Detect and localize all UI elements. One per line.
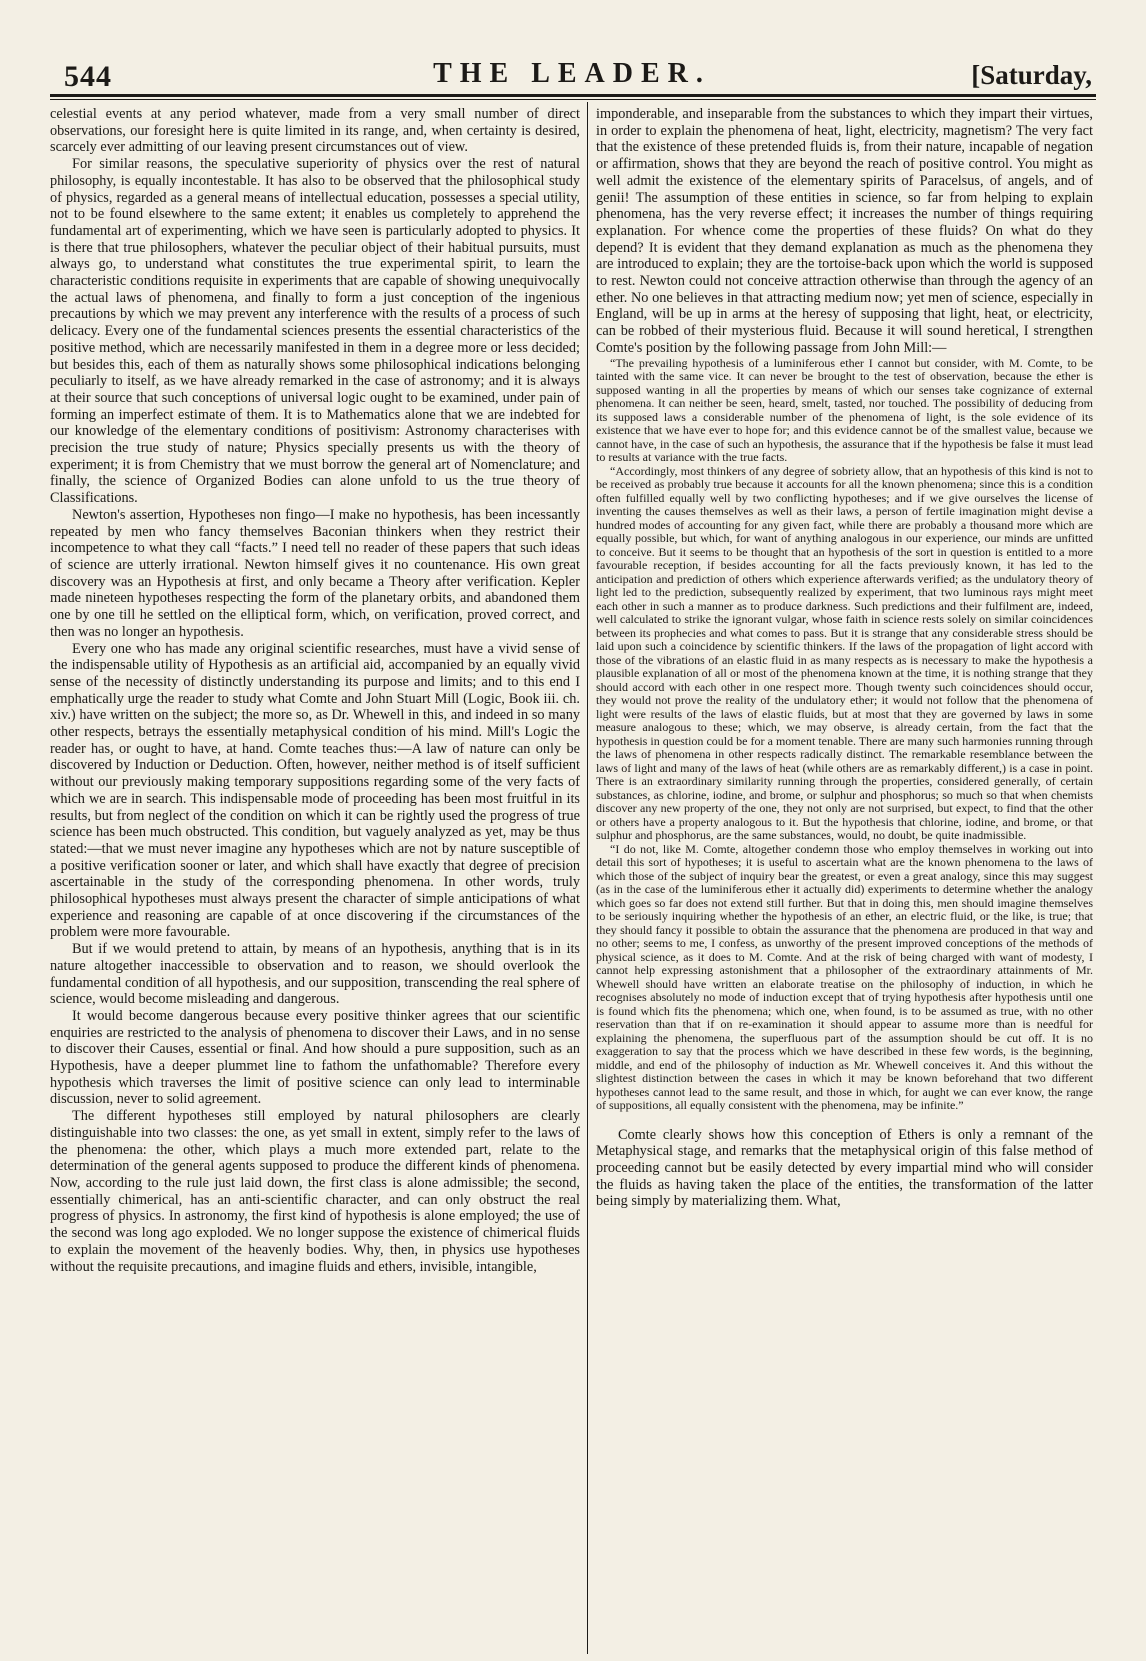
issue-day: [Saturday, — [971, 60, 1092, 90]
masthead-rule-thick — [50, 94, 1096, 97]
column-divider — [587, 102, 588, 1654]
block-quote — [596, 357, 1093, 1113]
paragraph: For similar reasons, the speculative superiority of physics over the rest of natural philosophy, is equally incontestable. It has also to be observed that the philosophical study of physics, regarded as a general means of intellectual education, possesses a special utility, not to be found elsewhere to the same extent; it enables us completely to apprehend the fundamental art of experimenting, which we have seen is particularly adopted to physics. It is there that true philosophers, whatever the peculiar object of their habitual pursuits, must always go, to understand what constitutes the true experimental spirit, to learn the characteristic conditions requisite in experiments that are capable of showing unequivocally the actual laws of phenomena, and finally to form a just conception of the ingenious precautions by which we may prevent any interference with the results of a process of such delicacy. Every one of the fundamental sciences presents the essential characteristics of the positive method, which are necessarily manifested in them in a degree more or less decided; but besides this, each of them as naturally shows some philosophical indications belonging peculiarly to itself, as we have already remarked in the case of astronomy; and it is always at their source that such conceptions of universal logic ought to be examined, under pain of forming an imperfect estimate of them. It is to Mathematics alone that we are indebted for our knowledge of the elementary conditions of positivism: Astronomy characterises with precision the true study of nature; Physics specially presents us with the theory of experiment; it is from Chemistry that we must borrow the general art of Nomenclature; and finally, the science of Organized Bodies can alone unfold to us the true theory of Classifications. — [50, 156, 580, 507]
paragraph: Comte clearly shows how this conception of Ethers is only a remnant of the Metaphysical stage, and remarks that the metaphysical origin of this false method of proceeding cannot but be easily detected by every impartial mind who will consider the fluids as having taken the place of the entities, the transformation of the latter being simply by materializing them. What, — [596, 1126, 1093, 1210]
paragraph: It would become dangerous because every positive thinker agrees that our scientific enquiries are restricted to the analysis of phenomena to discover their Laws, and in no sense to discover their Causes, essential or final. And how should a pure supposition, such as an Hypothesis, have a deeper plummet line to fathom the unfathomable? Therefore every hypothesis which traverses the limit of positive science can only lead to interminable discussion, never to solid agreement. — [50, 1007, 580, 1108]
paragraph: The different hypotheses still employed by natural philosophers are clearly distinguishable into two classes: the one, as yet small in extent, simply refer to the laws of the phenomena: the other, which plays a much more extended part, relate to the determination of the general agents supposed to produce the different kinds of phenomena. Now, according to the rule just laid down, the first class is alone admissible; the second, essentially chimerical, has an anti-scientific character, and can only obstruct the real progress of physics. In astronomy, the first kind of hypothesis is alone employed; the use of the second was long ago exploded. We no longer suppose the existence of chimerical fluids to explain the movement of the heavenly bodies. Why, then, in physics use hypotheses without the requisite precautions, and imagine fluids and ethers, invisible, intangible, — [50, 1108, 580, 1275]
left-column — [50, 106, 580, 1275]
paragraph: Every one who has made any original scientific researches, must have a vivid sense of the indispensable utility of Hypothesis as an artificial aid, accompanied by an equally vivid sense of the necessity of distinctly understanding its purpose and limits; and to this end I emphatically urge the reader to study what Comte and John Stuart Mill (Logic, Book iii. ch. xiv.) have written on the subject; the more so, as Dr. Whewell in this, and indeed in so many other respects, betrays the essentially metaphysical condition of his mind. Mill's Logic the reader has, or ought to have, at hand. Comte teaches thus:—A law of nature can only be discovered by Induction or Deduction. Often, however, neither method is of itself sufficient without our previously making temporary suppositions regarding some of the very facts of which we are in search. This indispensable mode of proceeding has been most fruitful in its results, but from neglect of the condition on which it can be rightly used the progress of true science has been much obstructed. This condition, but vaguely analyzed as yet, may be thus stated:—that we must never imagine any hypotheses which are not by nature susceptible of a positive verification sooner or later, and which shall have exactly that degree of precision ascertainable in the study of the corresponding phenomena. In other words, truly philosophical hypotheses must always present the character of simple anticipations of what experience and reasoning are capable of at once discovering if the circumstances of the problem were more favourable. — [50, 640, 580, 941]
masthead — [52, 52, 1092, 92]
paragraph: celestial events at any period whatever, made from a very small number of direct observations, our foresight here is quite limited in its range, and, when certainty is desired, scarcely ever admitting of our leaving present circumstances out of view. — [50, 106, 580, 156]
page-number: 544 — [64, 60, 112, 93]
quote-paragraph: “The prevailing hypothesis of a luminiferous ether I cannot but consider, with M. Comte, to be tainted with the same vice. It can never be brought to the test of observation, because the ether is supposed wanting in all the properties by means of which our senses take cognizance of external phenomena. It can neither be seen, heard, smelt, tasted, nor touched. The possibility of deducing from its supposed laws a considerable number of the phenomena of light, is the sole evidence of its existence that we have ever to hope for; and this evidence cannot be of the smallest value, because we cannot have, in the case of such an hypothesis, the assurance that if the hypothesis be false it must lead to results at variance with the true facts. — [596, 355, 1093, 465]
publication-title: THE LEADER. — [433, 58, 711, 89]
quote-paragraph: “I do not, like M. Comte, altogether condemn those who employ themselves in working out into detail this sort of hypotheses; it is useful to ascertain what are the known phenomena to the laws of which those of the subject of inquiry bear the greatest, or even a great analogy, since this may suggest (as in the case of the luminiferous ether it actually did) experiments to determine whether the analogy which goes so far does not extend still further. But that in doing this, men should imagine themselves to be seriously inquiring whether the hypothesis of an ether, an electric fluid, or the like, is true; that they should fancy it possible to obtain the assurance that the phenomena are produced in that way and no other; seems to me, I confess, as unworthy of the present improved conceptions of the methods of physical science, as it does to M. Comte. And at the risk of being charged with want of modesty, I cannot help expressing astonishment that a philosopher of the extraordinary attainments of Mr. Whewell should have written an elaborate treatise on the philosophy of induction, in which he recognises absolutely no mode of induction except that of trying hypothesis after hypothesis until one is found which fits the phenomena; which one, when found, is to be assumed as true, with no other reservation than that if on re-examination it should appear to assume more than is needful for explaining the phenomena, the superfluous part of the assumption should be cut off. It is no exaggeration to say that the process which we have described in these few words, is the beginning, middle, and end of the philosophy of induction as Mr. Whewell conceives it. And this without the slightest distinction between the cases in which it may be known beforehand that two different hypotheses cannot lead to the same result, and those in which, for aught we can ever know, the range of suppositions, all equally consistent with the phenomena, may be infinite.” — [596, 841, 1093, 1113]
masthead-rule-thin — [50, 99, 1096, 100]
right-column — [596, 106, 1093, 1210]
paragraph: But if we would pretend to attain, by means of an hypothesis, anything that is in its nature altogether inaccessible to observation and to reason, we should overlook the fundamental condition of all hypothesis, and our supposition, transcending the real sphere of science, would become misleading and dangerous. — [50, 941, 580, 1008]
quote-paragraph: “Accordingly, most thinkers of any degree of sobriety allow, that an hypothesis of this kind is not to be received as probably true because it accounts for all the known phenomena; since this is a condition often fulfilled equally well by two conflicting hypotheses; and if we give ourselves the license of inventing the causes themselves as well as their laws, a person of fertile imagination might devise a hundred modes of accounting for any given fact, while there are probably a thousand more which are equally possible, but which, for want of anything analogous in our experience, our minds are unfitted to conceive. But it seems to be thought that an hypothesis of the sort in question is entitled to a more favourable reception, if besides accounting for all the facts previously known, it has led to the anticipation and prediction of others which experience afterwards verified; as the undulatory theory of light led to the prediction, subsequently realized by experiment, that two luminous rays might meet each other in such a manner as to produce darkness. Such predictions and their fulfilment are, indeed, well calculated to strike the ignorant vulgar, whose faith in science rests solely on similar coincidences between its prophecies and what comes to pass. But it is strange that any considerable stress should be laid upon such a coincidence by scientific thinkers. If the laws of the propagation of light accord with those of the vibrations of an elastic fluid in as many respects as is necessary to make the hypothesis a plausible explanation of all or most of the phenomena known at the time, it is nothing strange that they should accord with each other in one respect more. Though twenty such coincidences should occur, they would not prove the reality of the undulatory ether; it would not follow that the phenomena of light were results of the laws of elastic fluids, but at most that they are governed by laws in some measure analogous to these; which, we may observe, is already certain, from the fact that the hypothesis in question could be for a moment tenable. There are many such harmonies running through the laws of phenomena in other respects radically distinct. The remarkable resemblance between the laws of light and many of the laws of heat (while others are as remarkably different,) is a case in point. There is an extraordinary similarity running through the properties, considered generally, of certain substances, as chlorine, iodine, and brome, or sulphur and phosphorus; so much so that when chemists discover any new property of the one, they not only are not surprised, but expect, to find that the other or others have a property analogous to it. But the hypothesis that chlorine, iodine, and brome, or that sulphur and phosphorus, are the same substances, would, no doubt, be quite inadmissible. — [596, 463, 1093, 843]
paragraph: imponderable, and inseparable from the substances to which they impart their virtues, in order to explain the phenomena of heat, light, electricity, magnetism? The very fact that the existence of these pretended fluids is, from their nature, incapable of negation or affirmation, shows that they are beyond the reach of positive control. You might as well admit the existence of the elementary spirits of Paracelsus, of angels, and of genii! The assumption of these entities in science, so far from helping to explain phenomena, has the very reverse effect; it increases the number of things requiring explanation. For whence come the properties of these fluids? On what do they depend? It is evident that they demand explanation as much as the phenomena they are introduced to explain; they are the tortoise-back upon which the world is supposed to rest. Newton could not conceive attraction otherwise than through the agency of an ether. No one believes in that attracting medium now; yet men of science, especially in England, will be up in arms at the heresy of supposing that light, heat, or electricity, can be robbed of their mysterious fluid. Because it will sound heretical, I strengthen Comte's position by the following passage from John Mill:— — [596, 106, 1093, 356]
paragraph: Newton's assertion, Hypotheses non fingo—I make no hypothesis, has been incessantly repeated by men who fancy themselves Baconian thinkers when they restrict their incompetence to what they call “facts.” I need tell no reader of these papers that such ideas of science are utterly irrational. Newton himself gives it no countenance. His own great discovery was an Hypothesis at first, and only became a Theory after verification. Kepler made nineteen hypotheses respecting the form of the planetary orbits, and abandoned them one by one till he settled on the elliptical form, which, on verification, proved correct, and then was no longer an hypothesis. — [50, 506, 580, 640]
